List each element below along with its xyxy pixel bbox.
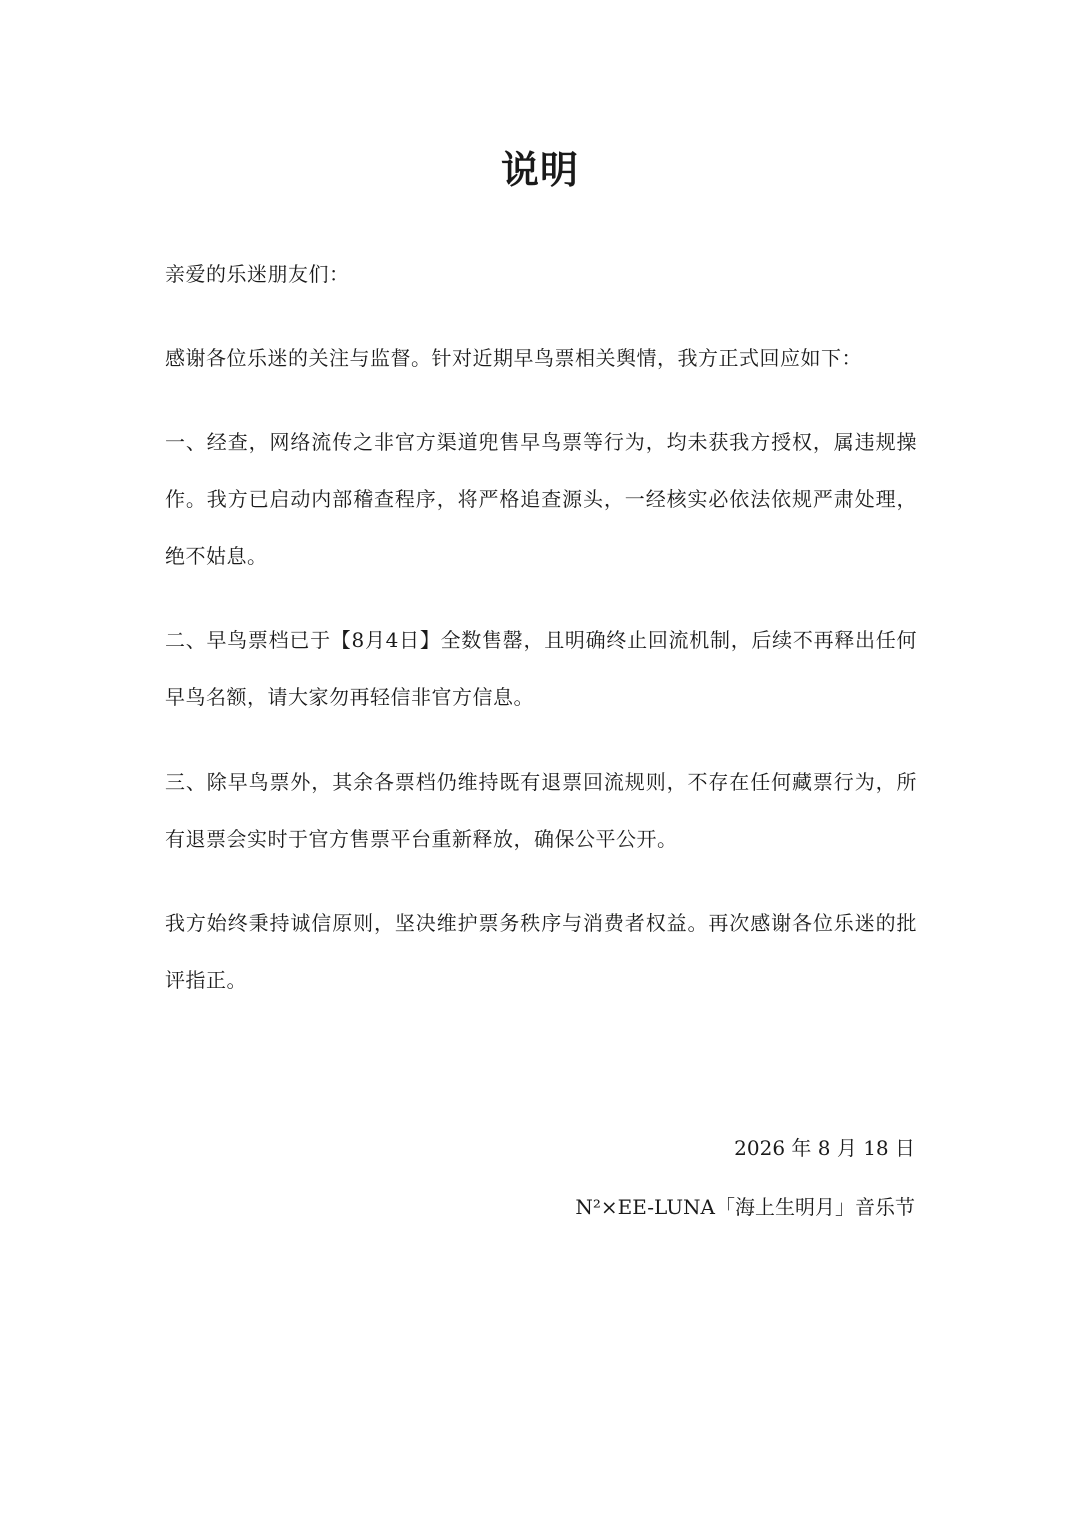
statement-item-1: 一、经查，网络流传之非官方渠道兜售早鸟票等行为，均未获我方授权，属违规操作。我方已启动内部稽查程序，将严格追查源头，一经核实必依法依规严肃处理，绝不姑息。 bbox=[165, 430, 917, 568]
signature-organization: N²×EE-LUNA「海上生明月」音乐节 bbox=[575, 1195, 915, 1219]
greeting-paragraph: 亲爱的乐迷朋友们： bbox=[165, 262, 350, 286]
document-title: 说明 bbox=[500, 147, 579, 192]
closing-paragraph: 我方始终秉持诚信原则，坚决维护票务秩序与消费者权益。再次感谢各位乐迷的批评指正。 bbox=[165, 911, 917, 992]
statement-item-3: 三、除早鸟票外，其余各票档仍维持既有退票回流规则，不存在任何藏票行为，所有退票会实时于官方售票平台重新释放，确保公平公开。 bbox=[165, 770, 917, 851]
statement-item-2: 二、早鸟票档已于【8月4日】全数售罄，且明确终止回流机制，后续不再释出任何早鸟名额，请大家勿再轻信非官方信息。 bbox=[165, 628, 917, 709]
signature-date: 2026 年 8 月 18 日 bbox=[734, 1136, 915, 1160]
thanks-paragraph: 感谢各位乐迷的关注与监督。针对近期早鸟票相关舆情，我方正式回应如下： bbox=[165, 346, 862, 370]
